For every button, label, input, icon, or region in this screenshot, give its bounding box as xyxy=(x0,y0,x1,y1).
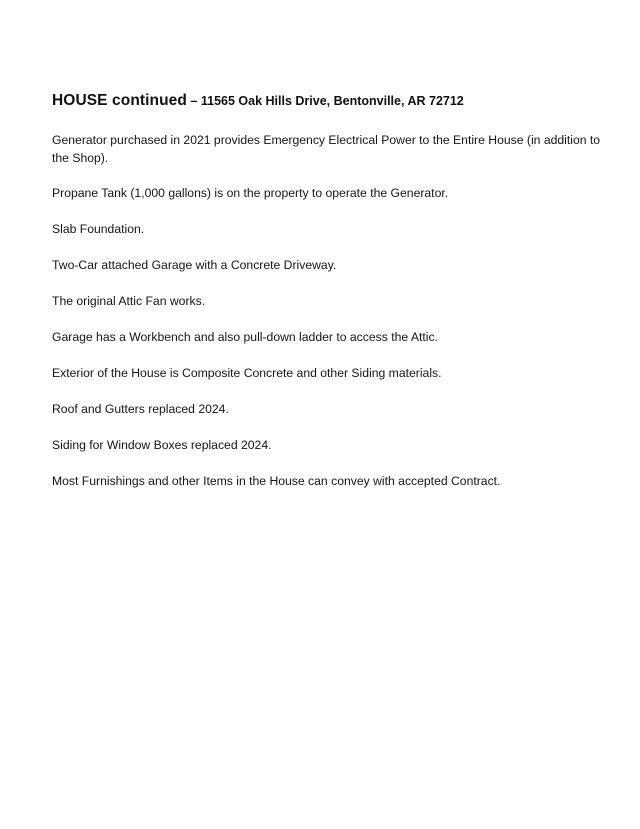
paragraph-workbench: Garage has a Workbench and also pull-down ladder to access the Attic. xyxy=(52,330,438,344)
heading-address: – 11565 Oak Hills Drive, Bentonville, AR 72712 xyxy=(186,94,464,108)
heading-title: HOUSE continued xyxy=(52,92,187,109)
paragraph-roof-gutters: Roof and Gutters replaced 2024. xyxy=(52,402,229,416)
paragraph-exterior: Exterior of the House is Composite Concrete and other Siding materials. xyxy=(52,366,442,380)
paragraph-window-boxes: Siding for Window Boxes replaced 2024. xyxy=(52,438,272,452)
page-heading xyxy=(52,91,612,111)
paragraph-furnishings: Most Furnishings and other Items in the House can convey with accepted Contract. xyxy=(52,474,501,488)
paragraph-attic-fan: The original Attic Fan works. xyxy=(52,294,206,308)
paragraph-garage-driveway: Two-Car attached Garage with a Concrete Driveway. xyxy=(52,258,337,272)
paragraph-foundation: Slab Foundation. xyxy=(52,222,145,236)
paragraph-propane-tank: Propane Tank (1,000 gallons) is on the property to operate the Generator. xyxy=(52,186,449,200)
paragraph-generator: Generator purchased in 2021 provides Emergency Electrical Power to the Entire House (in addition to the Shop). xyxy=(52,133,601,165)
